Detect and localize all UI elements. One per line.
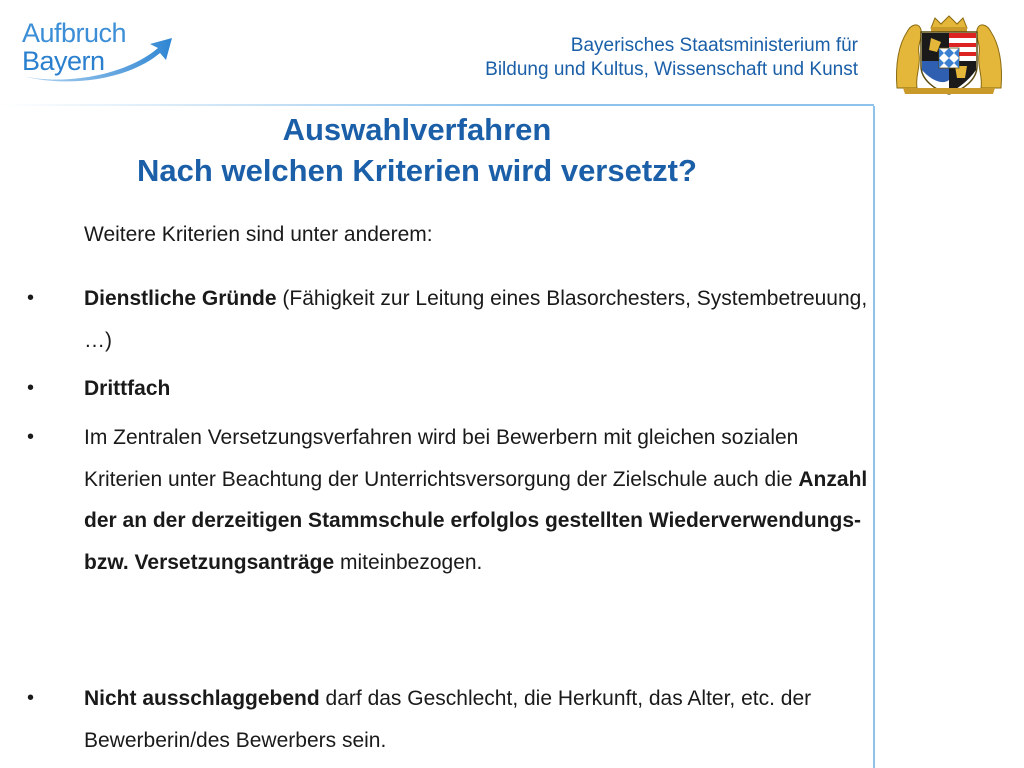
- logo-word-aufbruch: Aufbruch: [22, 18, 127, 48]
- slide-title: Auswahlverfahren: [282, 112, 552, 147]
- bullet-bold-text: Nicht ausschlaggebend: [84, 687, 320, 710]
- bullet-text: (Fähigkeit zur Leitung eines Blasorchesters, Systembetreuung, …): [84, 287, 868, 352]
- bullet-bold-text: Drittfach: [84, 377, 171, 400]
- bullet-dienstliche-gruende: [27, 278, 874, 361]
- bullet-text: darf das Geschlecht, die Herkunft, das Alter, etc. der Bewerberin/des Bewerbers sein.: [84, 687, 812, 752]
- bullet-zentrales-versetzungsverfahren: [27, 417, 874, 583]
- bullet-marker: •: [27, 687, 35, 709]
- ministry-line-2: Bildung und Kultus, Wissenschaft und Kunst: [485, 59, 858, 80]
- intro-text: Weitere Kriterien sind unter anderem:: [84, 223, 433, 246]
- ministry-name: [485, 34, 858, 82]
- ministry-line-1: Bayerisches Staatsministerium für: [570, 35, 858, 56]
- bullet-nicht-ausschlaggebend: [27, 678, 874, 761]
- bullet-text-after: miteinbezogen.: [334, 550, 483, 574]
- bullet-marker: •: [27, 377, 35, 399]
- bullet-marker: •: [27, 287, 35, 309]
- bavarian-coat-of-arms-icon: [893, 14, 1005, 96]
- bullet-marker: •: [27, 426, 35, 448]
- aufbruch-bayern-logo: [18, 14, 188, 88]
- header-divider: [0, 104, 874, 106]
- logo-word-bayern: Bayern: [22, 46, 105, 76]
- bullet-bold-text: Dienstliche Gründe: [84, 287, 277, 310]
- bullet-text-before: Im Zentralen Versetzungsverfahren wird bei Bewerbern mit gleichen sozialen Kriterien unter Beachtung der Unterrichtsversorgung der Zielschule auch die: [84, 426, 799, 491]
- slide-subtitle: Nach welchen Kriterien wird versetzt?: [137, 153, 697, 188]
- bullet-bold-text: Anzahl der an der derzeitigen Stammschule erfolglos gestellten Wiederverwendungs- bzw. Versetzungsanträge: [84, 467, 868, 574]
- bullet-drittfach: [27, 368, 874, 410]
